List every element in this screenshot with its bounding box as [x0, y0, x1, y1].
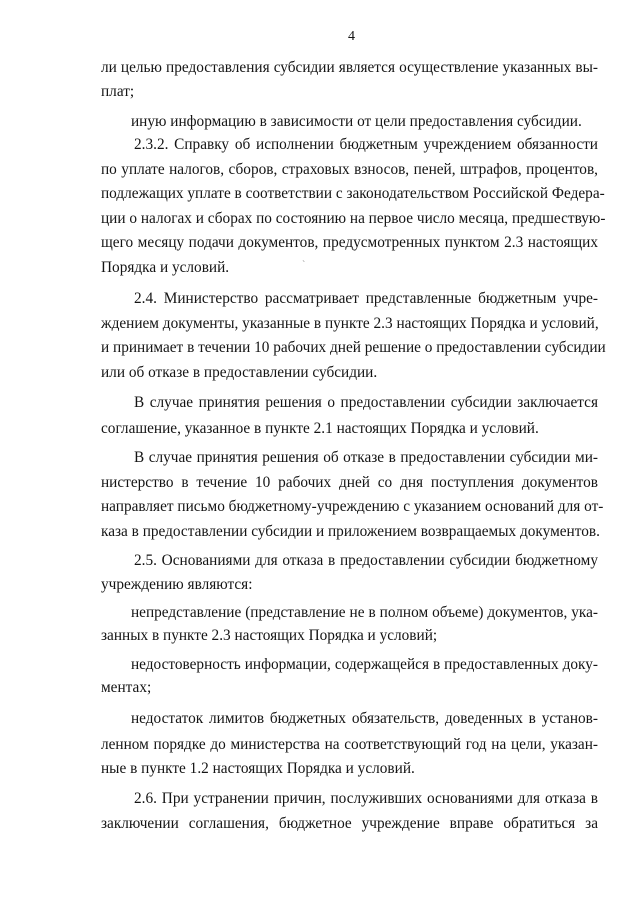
- text-line: направляет письмо бюджетному-учреждению с указанием оснований для от-: [101, 498, 604, 515]
- text-line: ждением документы, указанные в пункте 2.3 настоящих Порядка и условий,: [101, 315, 599, 332]
- text-line: учреждению являются:: [101, 576, 253, 593]
- text-line: недостоверность информации, содержащейся в предоставленных доку-: [131, 656, 598, 673]
- text-line: Порядка и условий.: [101, 259, 230, 276]
- text-line: нистерство в течение 10 рабочих дней со дня поступления документов: [101, 474, 598, 491]
- text-line: по уплате налогов, сборов, страховых взносов, пеней, штрафов, процентов,: [101, 161, 598, 178]
- scan-speck: ˋ: [302, 260, 306, 271]
- text-line: ции о налогах и сборах по состоянию на первое число месяца, предшествую-: [101, 210, 606, 227]
- text-line: недостаток лимитов бюджетных обязательств, доведенных в установ-: [131, 710, 598, 727]
- text-line: иную информацию в зависимости от цели предоставления субсидии.: [131, 113, 582, 130]
- text-line: 2.5. Основаниями для отказа в предоставлении субсидии бюджетному: [134, 552, 598, 569]
- text-line: В случае принятия решения об отказе в предоставлении субсидии ми-: [134, 449, 598, 466]
- text-line: заключении соглашения, бюджетное учреждение вправе обратиться за: [101, 815, 598, 832]
- text-line: 2.3.2. Справку об исполнении бюджетным учреждением обязанности: [134, 136, 598, 153]
- text-line: плат;: [101, 83, 135, 100]
- text-line: или об отказе в предоставлении субсидии.: [101, 364, 378, 381]
- text-line: 2.4. Министерство рассматривает представленные бюджетным учре-: [134, 290, 598, 307]
- text-line: каза в предоставлении субсидии и приложением возвращаемых документов.: [101, 523, 600, 540]
- text-line: ленном порядке до министерства на соответствующий год на цели, указан-: [101, 736, 598, 753]
- text-line: В случае принятия решения о предоставлении субсидии заключается: [134, 394, 598, 411]
- text-line: ментах;: [101, 679, 152, 696]
- text-line: соглашение, указанное в пункте 2.1 настоящих Порядка и условий.: [101, 420, 539, 437]
- text-line: щего месяцу подачи документов, предусмотренных пунктом 2.3 настоящих: [101, 234, 598, 251]
- text-line: подлежащих уплате в соответствии с законодательством Российской Федера-: [101, 185, 605, 202]
- text-line: ные в пункте 1.2 настоящих Порядка и условий.: [101, 760, 415, 777]
- text-line: занных в пункте 2.3 настоящих Порядка и условий;: [101, 627, 438, 644]
- text-line: ли целью предоставления субсидии является осуществление указанных вы-: [101, 59, 598, 76]
- page-number: 4: [348, 29, 355, 44]
- text-line: 2.6. При устранении причин, послуживших основаниями для отказа в: [134, 790, 598, 807]
- text-line: непредставление (представление не в полном объеме) документов, ука-: [131, 604, 598, 621]
- text-line: и принимает в течении 10 рабочих дней решение о предоставлении субсидии: [101, 339, 606, 356]
